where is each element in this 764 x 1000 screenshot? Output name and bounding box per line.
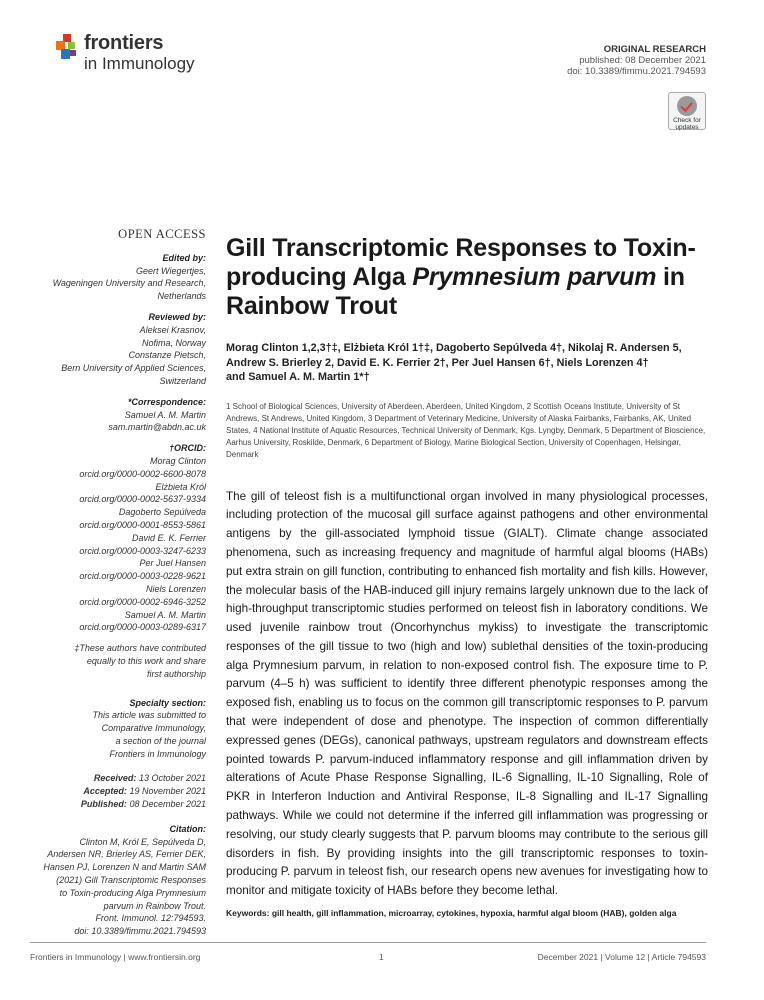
orcid-link[interactable]: orcid.org/0000-0002-6946-3252 <box>79 596 206 607</box>
specialty-line: This article was submitted to <box>92 710 206 721</box>
specialty-line: a section of the journal <box>115 735 206 746</box>
reviewer-line: Switzerland <box>159 375 206 386</box>
authors-line[interactable]: Morag Clinton 1,2,3†‡, Elżbieta Król 1†‡, Dagoberto Sepúlveda 4†, Nikolaj R. Andersen 5, <box>226 342 682 354</box>
check-for-updates-badge[interactable] <box>668 92 706 130</box>
footer-issue: December 2021 | Volume 12 | Article 794593 <box>537 952 706 962</box>
published-label: Published: <box>80 799 127 810</box>
editor-line: Wageningen University and Research, <box>52 278 206 289</box>
keywords: Keywords: gill health, gill inflammation, microarray, cytokines, hypoxia, harmful algal bloom (HAB), golden alga <box>226 908 677 919</box>
specialty-line: Frontiers in Immunology <box>109 748 206 759</box>
orcid-link[interactable]: orcid.org/0000-0003-0289-6317 <box>79 622 206 633</box>
received-date <box>40 772 206 785</box>
citation-label: Citation: <box>169 823 206 834</box>
orcid-label: †ORCID: <box>168 443 206 454</box>
title-species: Prymnesium parvum <box>412 263 657 291</box>
correspondence-name: Samuel A. M. Martin <box>124 409 206 420</box>
article-sidebar <box>40 228 206 946</box>
open-access-label: OPEN ACCESS <box>118 227 206 241</box>
orcid-link[interactable]: orcid.org/0000-0003-3247-6233 <box>79 545 206 556</box>
contribution-line: equally to this work and share <box>86 655 206 666</box>
orcid-link[interactable]: orcid.org/0000-0002-5637-9334 <box>79 494 206 505</box>
logo-text-frontiers: frontiers <box>84 32 164 54</box>
orcid-author: Samuel A. M. Martin <box>124 609 206 620</box>
editor-line: Geert Wiegertjes, <box>136 265 206 276</box>
page-number: 1 <box>379 952 384 962</box>
article-doi[interactable]: doi: 10.3389/fimmu.2021.794593 <box>567 66 706 77</box>
reviewer-line: Nofima, Norway <box>141 337 206 348</box>
citation-line: Clinton M, Król E, Sepúlveda D, <box>79 836 206 847</box>
citation-line: parvum in Rainbow Trout. <box>103 900 206 911</box>
orcid-link[interactable]: orcid.org/0000-0002-6600-8078 <box>79 468 206 479</box>
orcid-author: David E. K. Ferrier <box>131 532 206 543</box>
abstract: The gill of teleost fish is a multifunctional organ involved in many physiological processes, including protection of the mucosal gill surface against pathogens and other environmental antigens by the gill-associated lymphoid tissue (GIALT). Climate change associated phenomena, such as increasing frequency and magnitude of harmful algal blooms (HABs) put extra strain on gill function, contributing to enhanced fish mortality and fish kills. However, the molecular basis of the HAB-induced gill injury remains largely unknown due to the lack of high-throughput transcriptomic studies performed on teleost fish in laboratory conditions. We used juvenile rainbow trout (Oncorhynchus mykiss) to investigate the transcriptomic responses of the gill tissue to two (high and low) sublethal densities of the toxin-producing alga Prymnesium parvum, in relation to non-exposed control fish. The exposure time to P. parvum (4–5 h) was sufficient to identify three different phenotypic responses among the exposed fish, enabling us to focus on the common gill transcriptomic responses to P. parvum that were independent of dose and phenotype. The inspection of common differentially expressed genes (DEGs), canonical pathways, upstream regulators and downstream effects pointed towards P. parvum-induced inflammatory response and gill inflammation driven by alterations of Acute Phase Response Signalling, IL-6 Signalling, IL-10 Signalling, Role of PKR in Interferon Induction and Antiviral Response, IL-8 Signalling and IL-17 Signalling pathways. While we could not determine if the inferred gill inflammation was progressing or resolving, our study clearly suggests that P. parvum blooms may contribute to the serious gill disorders in fish. By providing insights into the gill transcriptomic responses to toxin-producing P. parvum in teleost fish, our research opens new avenues for investigating how to monitor and mitigate toxicity of HABs before they become lethal. <box>226 489 708 898</box>
received-label: Received: <box>93 773 137 784</box>
journal-logo[interactable] <box>56 32 216 78</box>
article-title <box>226 234 708 321</box>
article-dates <box>40 772 206 810</box>
published-date: published: 08 December 2021 <box>579 55 706 66</box>
title-text-2: in Rainbow Trout <box>226 263 685 320</box>
contribution-line: first authorship <box>146 668 206 679</box>
orcid-author: Elżbieta Król <box>155 481 206 492</box>
specialty-section-label: Specialty section: <box>129 697 206 708</box>
authors-line[interactable]: and Samuel A. M. Martin 1*† <box>226 371 370 383</box>
edited-by <box>40 252 206 303</box>
reviewer-line: Aleksei Krasnov, <box>139 324 206 335</box>
frontiers-logo-icon <box>56 34 82 60</box>
author-list <box>226 341 708 385</box>
contribution-note <box>40 642 206 680</box>
published-value: 08 December 2021 <box>129 799 206 810</box>
article-type: ORIGINAL RESEARCH <box>603 44 706 55</box>
reviewed-by <box>40 311 206 388</box>
accepted-value: 19 November 2021 <box>129 786 206 797</box>
footer-journal[interactable]: Frontiers in Immunology | www.frontiersin.org <box>30 952 201 962</box>
footer-divider <box>30 942 706 943</box>
published-date-side <box>40 798 206 811</box>
citation-line: Front. Immunol. 12:794593. <box>95 913 206 924</box>
accepted-date <box>40 785 206 798</box>
check-updates-icon <box>677 96 697 116</box>
orcid-author: Niels Lorenzen <box>145 583 206 594</box>
citation-line: Andersen NR, Brierley AS, Ferrier DEK, <box>47 849 206 860</box>
article-meta <box>567 44 706 77</box>
citation-line: Hansen PJ, Lorenzen N and Martin SAM <box>43 862 206 873</box>
orcid-author: Dagoberto Sepúlveda <box>118 507 206 518</box>
reviewed-by-label: Reviewed by: <box>148 311 206 322</box>
article-main <box>226 234 708 919</box>
citation-line: to Toxin-producing Alga Prymnesium <box>59 887 206 898</box>
orcid-author: Morag Clinton <box>149 455 206 466</box>
edited-by-label: Edited by: <box>162 252 206 263</box>
correspondence-label: *Correspondence: <box>127 396 206 407</box>
contribution-line: ‡These authors have contributed <box>74 643 206 654</box>
citation-doi[interactable]: doi: 10.3389/fimmu.2021.794593 <box>74 926 206 937</box>
affiliations: 1 School of Biological Sciences, University of Aberdeen, Aberdeen, United Kingdom, 2 Scottish Oceans Institute, University of St Andrews, St Andrews, United Kingdom, 3 Department of Veterinary Medicine, University of Alaska Fairbanks, Fairbanks, AK, United States, 4 National Institute of Aquatic Resources, Technical University of Denmark, Kgs. Lyngby, Denmark, 5 Department of Bioscience, Aarhus University, Roskilde, Denmark, 6 Department of Biology, Marine Biological Section, University of Copenhagen, Helsingør, Denmark <box>226 401 706 460</box>
reviewer-line: Constanze Pietsch, <box>128 350 206 361</box>
specialty-section <box>40 697 206 761</box>
correspondence <box>40 396 206 434</box>
orcid-list <box>40 442 206 634</box>
correspondence-email[interactable]: sam.martin@abdn.ac.uk <box>108 422 206 433</box>
citation-line: (2021) Gill Transcriptomic Responses <box>56 875 206 886</box>
orcid-link[interactable]: orcid.org/0000-0003-0228-9621 <box>79 571 206 582</box>
specialty-line: Comparative Immunology, <box>101 723 206 734</box>
editor-line: Netherlands <box>157 291 206 302</box>
authors-line[interactable]: Andrew S. Brierley 2, David E. K. Ferrier 2†, Per Juel Hansen 6†, Niels Lorenzen 4† <box>226 356 649 369</box>
received-value: 13 October 2021 <box>138 773 206 784</box>
orcid-link[interactable]: orcid.org/0000-0001-8553-5861 <box>79 519 206 530</box>
logo-text-journal: in Immunology <box>84 54 195 73</box>
citation <box>40 823 206 938</box>
check-updates-label: Check for updates <box>673 117 701 131</box>
orcid-author: Per Juel Hansen <box>139 558 206 569</box>
reviewer-line: Bern University of Applied Sciences, <box>61 363 206 374</box>
title-text-1: Gill Transcriptomic Responses to Toxin-producing Alga <box>226 234 696 291</box>
accepted-label: Accepted: <box>83 786 127 797</box>
